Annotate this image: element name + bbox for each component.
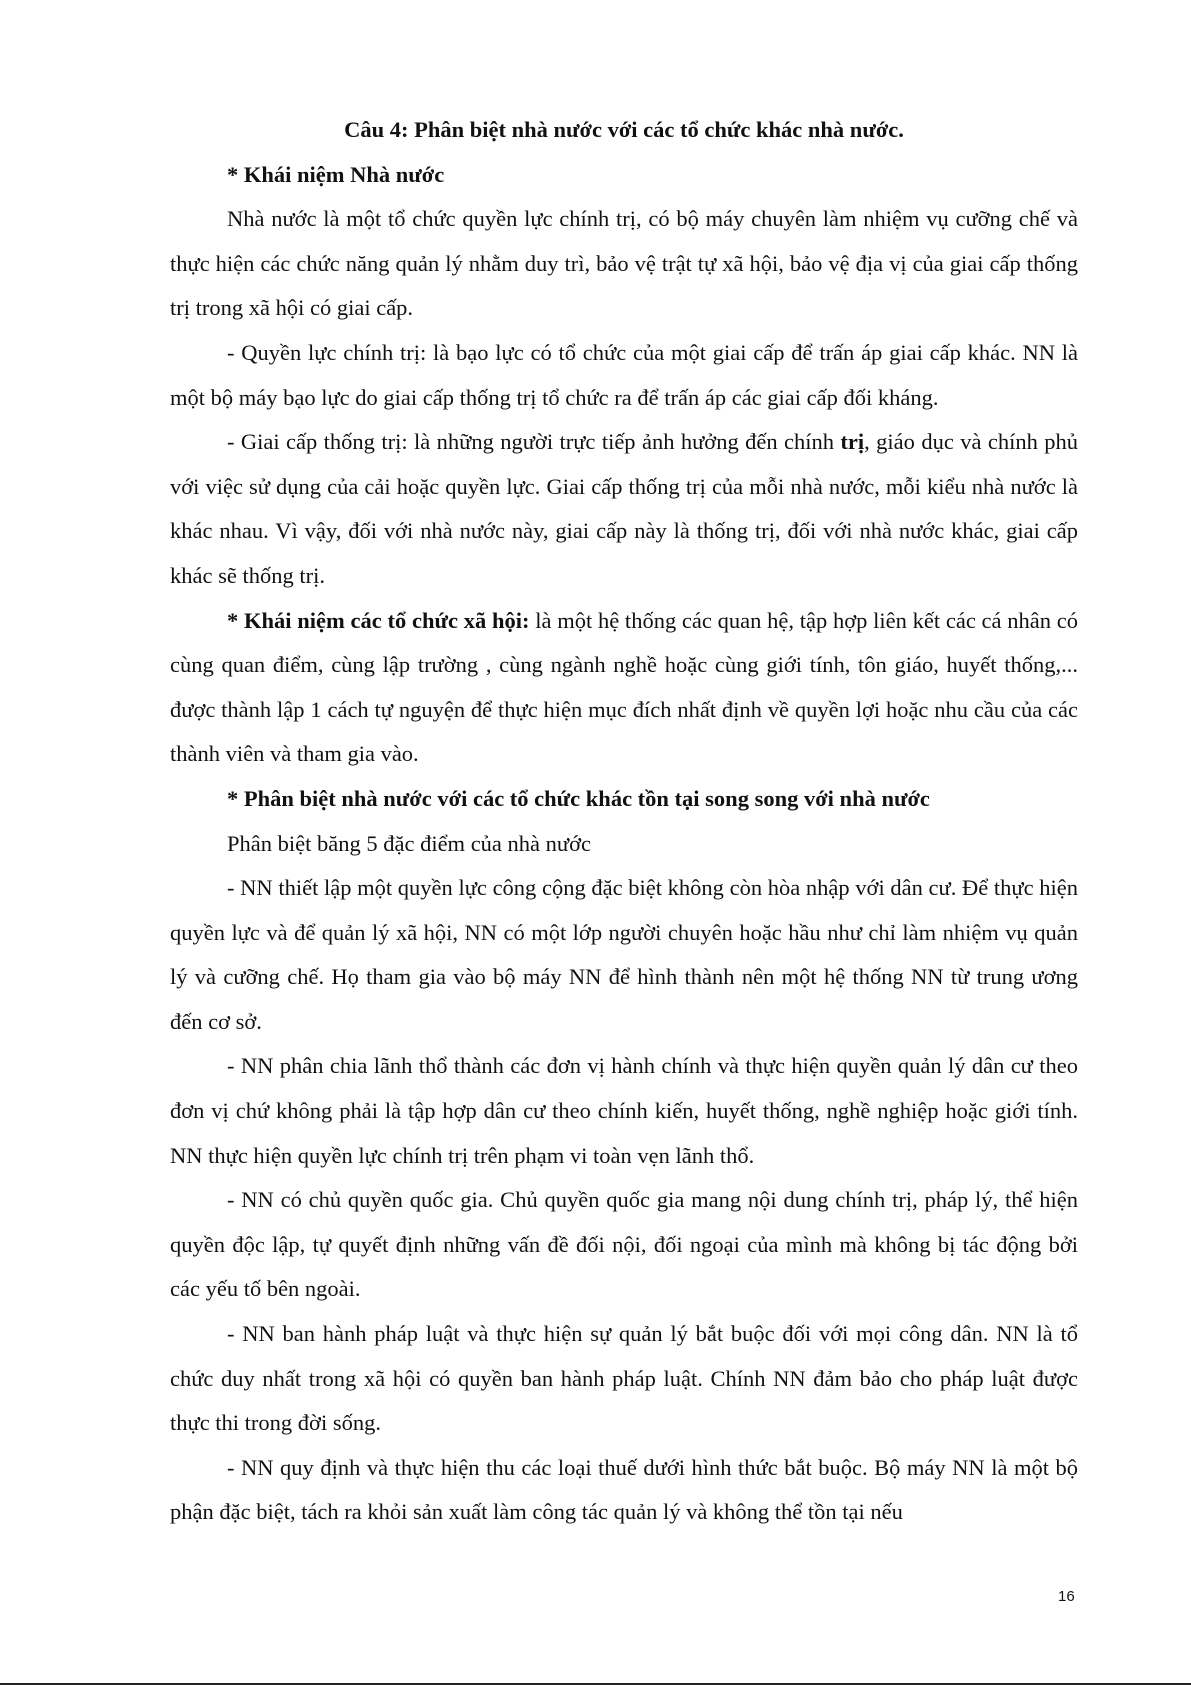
ruling-class-bold-word: trị <box>840 429 865 455</box>
paragraph-five-features: Phân biệt băng 5 đặc điểm của nhà nước <box>227 830 591 856</box>
paragraph-feature-3: - NN có chủ quyền quốc gia. Chủ quyền quốc gia mang nội dung chính trị, pháp lý, thể hiện quyền độc lập, tự quyết định những vấn đề đối nội, đối ngoại của mình mà không bị tác động bởi các yếu tố bên ngoài. <box>170 1187 1078 1302</box>
question-title: Câu 4: Phân biệt nhà nước với các tổ chức khác nhà nước. <box>344 117 904 142</box>
paragraph-political-power: - Quyền lực chính trị: là bạo lực có tổ chức của một giai cấp để trấn áp giai cấp khác. NN là một bộ máy bạo lực do giai cấp thống trị tổ chức ra để trấn áp các giai cấp đối kháng. <box>170 339 1078 410</box>
social-org-heading: * Khái niệm các tổ chức xã hội: <box>227 607 530 633</box>
page-number: 16 <box>1058 1588 1075 1605</box>
heading-state-concept: * Khái niệm Nhà nước <box>227 161 445 187</box>
paragraph-ruling-class <box>170 420 1078 598</box>
paragraph-state-definition: Nhà nước là một tổ chức quyền lực chính trị, có bộ máy chuyên làm nhiệm vụ cưỡng chế và thực hiện các chức năng quản lý nhằm duy trì, bảo vệ trật tự xã hội, bảo vệ địa vị của giai cấp thống trị trong xã hội có giai cấp. <box>170 206 1078 321</box>
document-body <box>170 108 1078 1535</box>
paragraph-social-organization <box>170 599 1078 777</box>
paragraph-feature-1: - NN thiết lập một quyền lực công cộng đặc biệt không còn hòa nhập với dân cư. Để thực hiện quyền lực và để quản lý xã hội, NN có một lớp người chuyên hoặc hầu như chỉ làm nhiệm vụ quản lý và cưỡng chế. Họ tham gia vào bộ máy NN để hình thành nên một hệ thống NN từ trung ương đến cơ sở. <box>170 875 1078 1034</box>
paragraph-feature-5: - NN quy định và thực hiện thu các loại thuế dưới hình thức bắt buộc. Bộ máy NN là một bộ phận đặc biệt, tách ra khỏi sản xuất làm công tác quản lý và không thể tồn tại nếu <box>170 1454 1078 1525</box>
paragraph-feature-2: - NN phân chia lãnh thổ thành các đơn vị hành chính và thực hiện quyền quản lý dân cư theo đơn vị chứ không phải là tập hợp dân cư theo chính kiến, huyết thống, nghề nghiệp hoặc giới tính. NN thực hiện quyền lực chính trị trên phạm vi toàn vẹn lãnh thổ. <box>170 1053 1078 1168</box>
ruling-class-text-start: - Giai cấp thống trị: là những người trực tiếp ảnh hưởng đến chính <box>227 429 841 455</box>
heading-distinguish: * Phân biệt nhà nước với các tổ chức khác tồn tại song song với nhà nước <box>227 785 930 811</box>
paragraph-feature-4: - NN ban hành pháp luật và thực hiện sự quản lý bắt buộc đối với mọi công dân. NN là tổ chức duy nhất trong xã hội có quyền ban hành pháp luật. Chính NN đảm bảo cho pháp luật được thực thi trong đời sống. <box>170 1321 1078 1436</box>
social-org-text: là một hệ thống các quan hệ, tập hợp liên kết các cá nhân có cùng quan điểm, cùng lập trường , cùng ngành nghề hoặc cùng giới tính, tôn giáo, huyết thống,... được thành lập 1 cách tự nguyện để thực hiện mục đích nhất định về quyền lợi hoặc nhu cầu của các thành viên và tham gia vào. <box>170 607 1078 767</box>
ruling-class-text-end: , giáo dục và chính phủ với việc sử dụng của cải hoặc quyền lực. Giai cấp thống trị của mỗi nhà nước, mỗi kiểu nhà nước là khác nhau. Vì vậy, đối với nhà nước này, giai cấp này là thống trị, đối với nhà nước khác, giai cấp khác sẽ thống trị. <box>170 429 1078 588</box>
